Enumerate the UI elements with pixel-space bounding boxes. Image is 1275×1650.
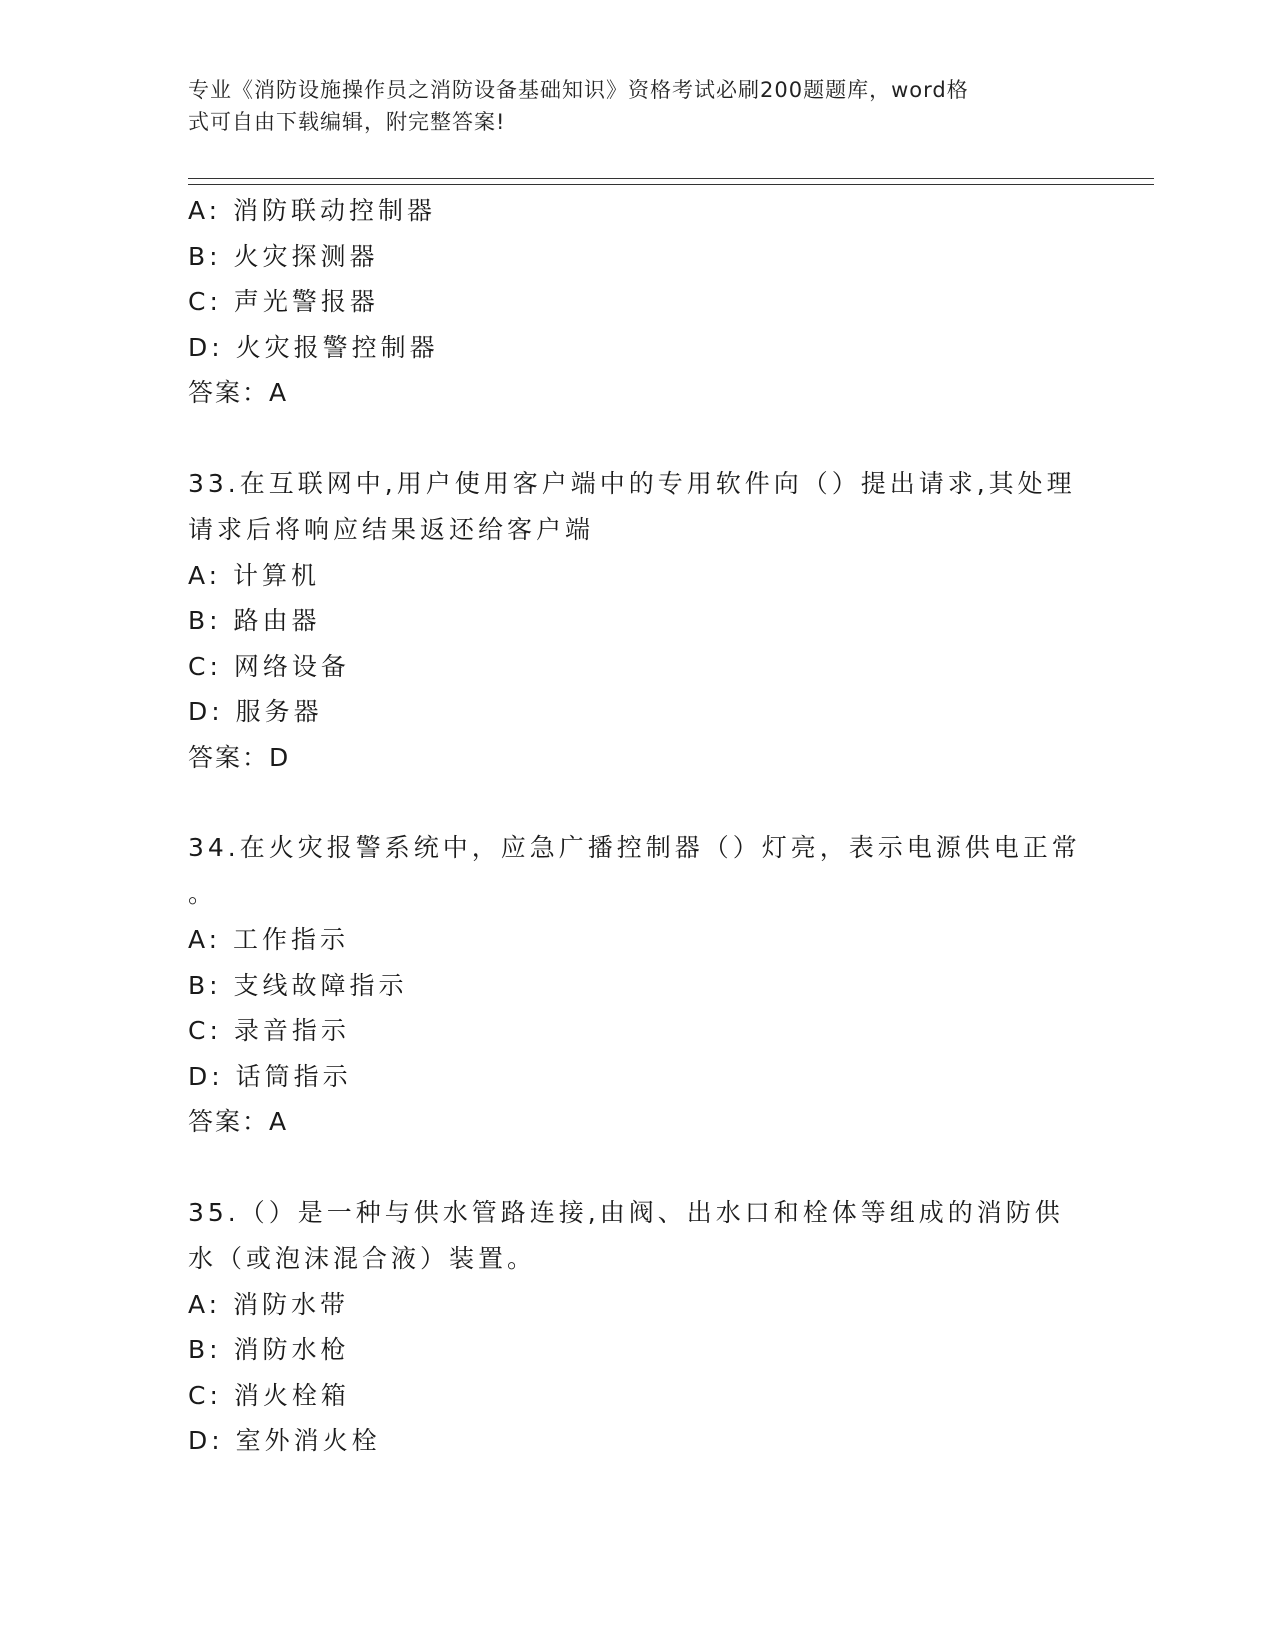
option-c: C: 消火栓箱 [188, 1380, 350, 1410]
header-line-1: 专业《消防设施操作员之消防设备基础知识》资格考试必刷200题题库，word格 [188, 78, 969, 102]
option-d: D: 室外消火栓 [188, 1426, 381, 1455]
option-a: A: 工作指示 [188, 925, 350, 954]
question-text [188, 825, 1088, 917]
question-text-line: 水（或泡沫混合液）装置。 [188, 1243, 537, 1273]
option-c: C: 录音指示 [188, 1016, 350, 1045]
document-header [188, 74, 1068, 138]
question-continued [188, 188, 1088, 416]
option-d: D: 服务器 [188, 697, 323, 726]
question-35 [188, 1190, 1088, 1464]
option-d: D: 话筒指示 [188, 1061, 352, 1091]
option-a: A: 计算机 [188, 560, 321, 590]
option-c: C: 网络设备 [188, 651, 350, 681]
question-34 [188, 825, 1088, 1145]
question-33 [188, 461, 1088, 781]
question-text [188, 461, 1088, 553]
header-line-2: 式可自由下载编辑，附完整答案! [188, 110, 506, 134]
option-a: A: 消防水带 [188, 1289, 350, 1319]
question-text-line: 请求后将响应结果返还给客户端 [188, 514, 595, 544]
option-b: B: 路由器 [188, 606, 321, 635]
answer-line: 答案：A [188, 378, 289, 407]
question-text-line: 34.在火灾报警系统中，应急广播控制器（）灯亮，表示电源供电正常 [188, 833, 1081, 862]
answer-line: 答案：D [188, 742, 291, 772]
option-b: B: 支线故障指示 [188, 970, 408, 1000]
header-divider [188, 178, 1154, 185]
question-text-line: 33.在互联网中,用户使用客户端中的专用软件向（）提出请求,其处理 [188, 468, 1076, 498]
question-text-line: 35.（）是一种与供水管路连接,由阀、出水口和栓体等组成的消防供 [188, 1197, 1064, 1227]
option-d: D: 火灾报警控制器 [188, 332, 439, 362]
answer-line: 答案：A [188, 1107, 289, 1136]
option-c: C: 声光警报器 [188, 287, 379, 316]
option-a: A: 消防联动控制器 [188, 196, 437, 225]
question-text-line: 。 [188, 879, 218, 908]
document-body [188, 188, 1088, 1464]
question-text [188, 1190, 1088, 1282]
option-b: B: 消防水枪 [188, 1335, 350, 1364]
option-b: B: 火灾探测器 [188, 241, 379, 271]
